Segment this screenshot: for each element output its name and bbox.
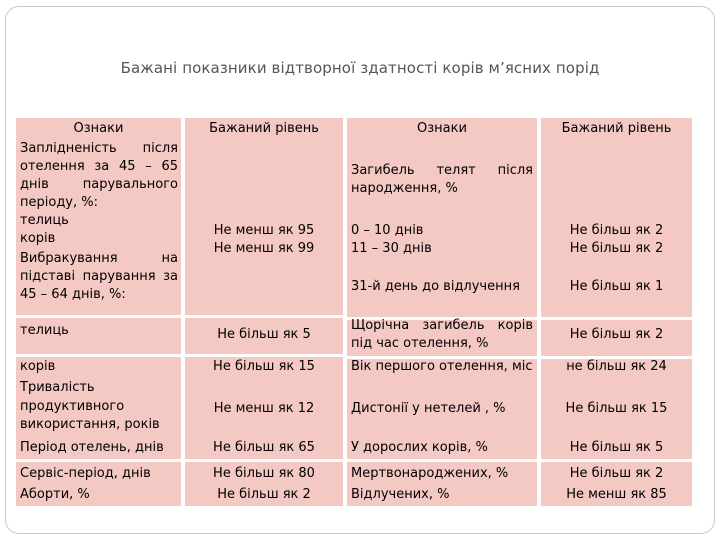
duration-label-line1: Тривалість: [20, 380, 95, 395]
cows2-label: корів: [20, 359, 56, 374]
row-separator: [16, 354, 181, 357]
first-calving-age-level: не більш як 24: [566, 359, 667, 374]
service-period-label: Сервіс-період, днів: [20, 466, 151, 481]
duration-label-line3: використання, років: [20, 417, 160, 432]
service-period-level: Не більш як 80: [213, 466, 315, 481]
cow-death-label-line2: під час отелення, %: [351, 336, 489, 351]
heifers2-label: телиць: [20, 323, 69, 338]
row-separator: [185, 354, 343, 357]
header-level-left: Бажаний рівень: [209, 121, 319, 136]
header-sign-right: Ознаки: [417, 121, 467, 136]
heifer-dystocia-level: Не більш як 15: [565, 401, 668, 416]
first-calving-age-label: Вік першого отелення, міс: [351, 359, 533, 374]
row-separator: [541, 317, 692, 320]
row-separator: [185, 315, 343, 318]
days-0-10-label: 0 – 10 днів: [351, 223, 424, 238]
cow-death-label-line1: Щорічна загибель корів: [351, 318, 533, 333]
culling-label-line2: підставі парування за: [20, 269, 178, 284]
cows-label: корів: [20, 231, 56, 246]
abortions-level: Не більш як 2: [217, 487, 311, 502]
duration-level: Не менш як 12: [213, 401, 315, 416]
calf-death-label-line1: Загибель телят після: [351, 163, 533, 178]
adult-cows-level: Не більш як 5: [569, 440, 664, 455]
day-31-level: Не більш як 1: [569, 279, 664, 294]
heifers-label: телиць: [20, 213, 69, 228]
calving-period-label: Період отелень, днів: [20, 440, 164, 455]
fertility-label-line2: отелення за 45 – 65: [20, 159, 178, 174]
data-table: [16, 118, 692, 506]
cow-death-level: Не більш як 2: [569, 327, 664, 342]
stillborn-label: Мертвонароджених, %: [351, 466, 509, 481]
heifers-level: Не менш як 95: [213, 223, 315, 238]
row-separator: [16, 459, 692, 462]
cows-level: Не менш як 99: [213, 241, 315, 256]
fertility-label-line1: Заплідненість після: [20, 141, 178, 156]
heifer-dystocia-label: Дистонії у нетелей , %: [351, 401, 506, 416]
adult-cows-label: У дорослих корів, %: [351, 440, 488, 455]
calving-period-level: Не більш як 65: [213, 440, 315, 455]
page-title: Бажані показники відтворної здатності корів м’ясних порід: [120, 59, 600, 77]
row-separator: [16, 315, 181, 318]
column-separator: [343, 118, 347, 506]
header-level-right: Бажаний рівень: [561, 121, 672, 136]
days-0-10-level: Не більш як 2: [569, 223, 664, 238]
days-11-30-label: 11 – 30 днів: [351, 241, 432, 256]
header-sign-left: Ознаки: [73, 121, 124, 136]
weaned-level: Не менш як 85: [566, 487, 667, 502]
culling-label-line1: Вибракування на: [20, 251, 178, 266]
stillborn-level: Не більш як 2: [569, 466, 664, 481]
cows2-level: Не більш як 15: [213, 359, 315, 374]
weaned-label: Відлучених, %: [351, 487, 450, 502]
calf-death-label-line2: народження, %: [351, 181, 458, 196]
fertility-label-line4: періоду, %:: [20, 195, 98, 210]
duration-label-line2: продуктивного: [20, 399, 125, 414]
abortions-label: Аборти, %: [20, 487, 90, 502]
culling-label-line3: 45 – 64 днів, %:: [20, 287, 126, 302]
day-31-label: 31-й день до відлучення: [351, 279, 520, 294]
fertility-label-line3: днів парувального: [20, 177, 178, 192]
days-11-30-level: Не більш як 2: [569, 241, 664, 256]
heifers2-level: Не більш як 5: [217, 327, 311, 342]
